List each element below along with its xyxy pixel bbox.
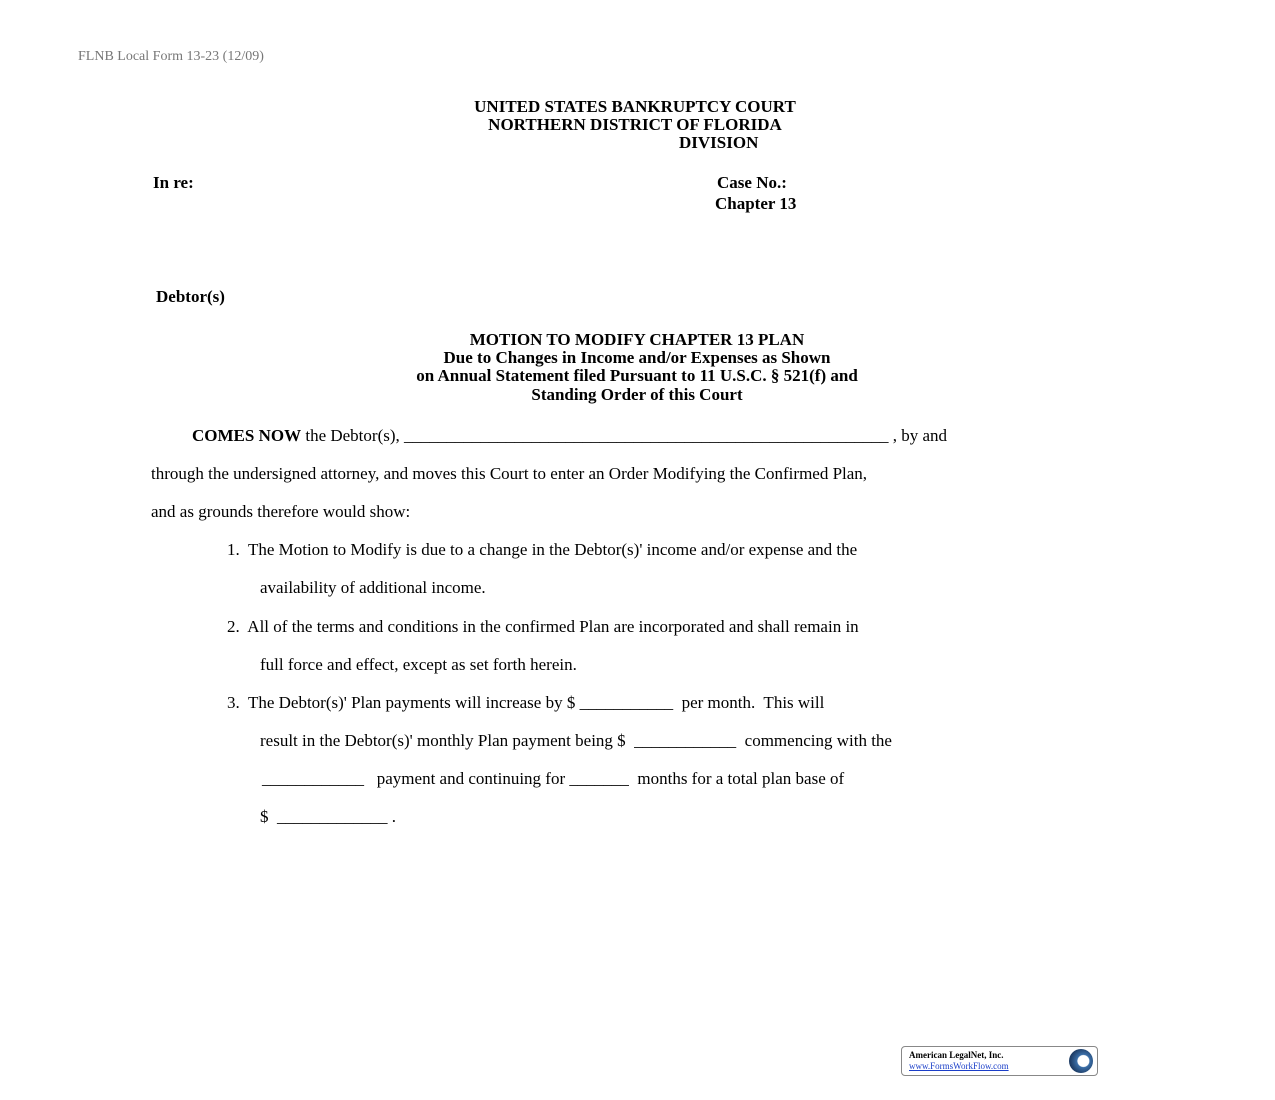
intro-line-2: through the undersigned attorney, and moves this Court to enter an Order Modifying the Confirmed Plan, [151,464,868,483]
court-name: UNITED STATES BANKRUPTCY COURT [474,97,796,116]
item-3-line-2: result in the Debtor(s)' monthly Plan payment being $ ____________ commencing with the [260,731,892,750]
case-no-label: Case No.: [717,173,787,192]
debtors-label: Debtor(s) [156,287,225,306]
court-district: NORTHERN DISTRICT OF FLORIDA [488,115,782,134]
item-2-line-1: 2. All of the terms and conditions in the confirmed Plan are incorporated and shall remain in [227,617,859,636]
motion-subtitle-2: on Annual Statement filed Pursuant to 11 U.S.C. § 521(f) and [416,366,858,385]
motion-subtitle-1: Due to Changes in Income and/or Expenses as Shown [443,348,831,367]
motion-subtitle-3: Standing Order of this Court [531,385,743,404]
intro-line-3: and as grounds therefore would show: [151,502,411,521]
motion-title: MOTION TO MODIFY CHAPTER 13 PLAN [469,330,805,349]
comes-now: COMES NOW [192,426,302,445]
company-name: American LegalNet, Inc. [909,1050,1004,1060]
court-division: DIVISION [679,133,759,152]
item-2-line-2: full force and effect, except as set forth herein. [260,655,577,674]
company-link[interactable]: www.FormsWorkFlow.com [909,1061,1009,1071]
intro-text-1: the Debtor(s), _________________________________________________________ , by and [301,426,948,445]
form-id: FLNB Local Form 13-23 (12/09) [78,49,264,64]
intro-line-1 [192,426,947,446]
in-re-label: In re: [153,173,194,192]
globe-icon [1069,1049,1093,1073]
american-legalnet-logo [901,1046,1098,1076]
item-3-line-4: $ _____________ . [260,807,396,826]
item-3-line-3: ____________ payment and continuing for _______ months for a total plan base of [262,769,845,788]
chapter-label: Chapter 13 [715,194,797,213]
item-1-line-2: availability of additional income. [260,578,486,597]
item-3-line-1: 3. The Debtor(s)' Plan payments will increase by $ ___________ per month. This will [227,693,825,712]
item-1-line-1: 1. The Motion to Modify is due to a change in the Debtor(s)' income and/or expense and the [227,540,858,559]
